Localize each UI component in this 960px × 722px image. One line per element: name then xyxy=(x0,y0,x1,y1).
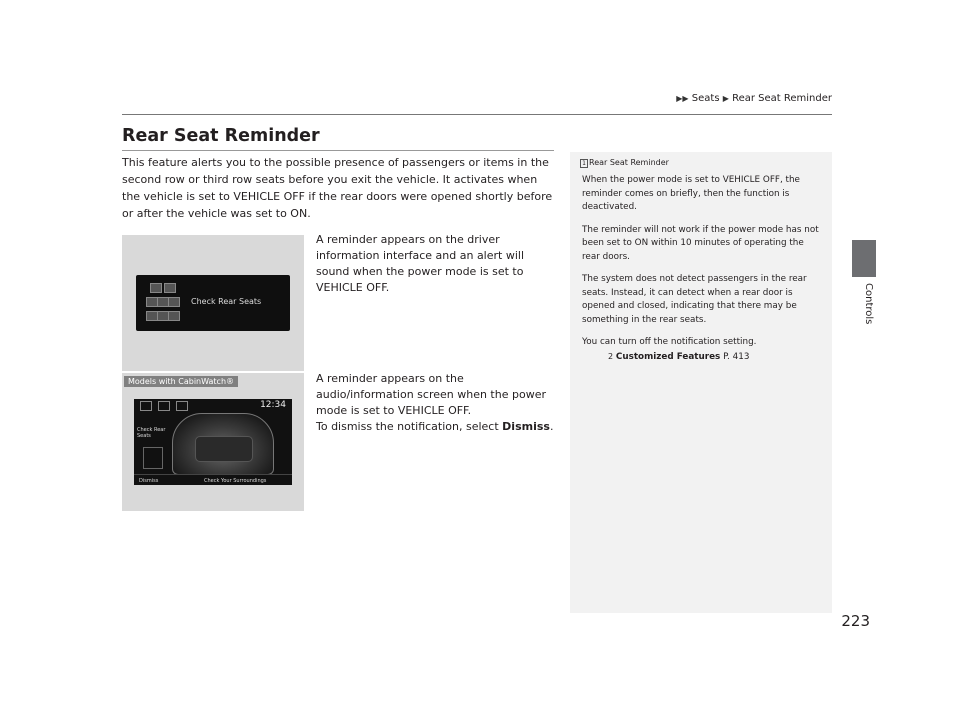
cabin-camera-view xyxy=(172,413,274,475)
notes-heading xyxy=(580,158,822,168)
figure2-caption-prefix: To dismiss the notification, select xyxy=(316,420,503,433)
model-badge: Models with CabinWatch® xyxy=(124,376,238,387)
cross-reference-link[interactable] xyxy=(608,350,822,365)
title-divider xyxy=(122,150,554,151)
screen-status-bar xyxy=(134,399,292,413)
figure2-caption-suffix: . xyxy=(549,420,554,433)
surroundings-message: Check Your Surroundings xyxy=(204,478,267,484)
navigation-icon xyxy=(158,401,170,411)
chapter-label: Controls xyxy=(863,283,874,325)
seat-diagram-icon xyxy=(144,281,178,327)
note-paragraph: When the power mode is set to VEHICLE OFF, the reminder comes on briefly, then the function is deactivated. xyxy=(582,175,800,212)
notes-panel xyxy=(570,152,832,613)
breadcrumb-page: Rear Seat Reminder xyxy=(732,93,832,104)
phone-icon xyxy=(140,401,152,411)
note-paragraph: The system does not detect passengers in the rear seats. Instead, it can detect when a rear door is opened and closed, indicating that there may be something in the rear seats. xyxy=(582,274,807,325)
driver-info-screen xyxy=(136,275,290,331)
screen-clock: 12:34 xyxy=(260,400,286,410)
cross-reference-title[interactable]: Customized Features xyxy=(615,351,721,362)
note-marker-icon: 1 xyxy=(580,159,588,168)
notes-heading-text: Rear Seat Reminder xyxy=(589,158,669,167)
chapter-tab xyxy=(852,240,876,277)
figure2-caption-bold: Dismiss xyxy=(502,420,550,433)
audio-screen-figure xyxy=(122,373,304,511)
audio-icon xyxy=(176,401,188,411)
breadcrumb xyxy=(488,93,832,104)
cross-reference-page[interactable]: P. 413 xyxy=(723,351,750,362)
note-paragraph: The reminder will not work if the power mode has not been set to ON within 10 minutes of operating the rear doors. xyxy=(582,224,819,262)
double-arrow-icon: ▶▶ xyxy=(676,94,689,103)
screen-message: Check Rear Seats xyxy=(191,297,262,306)
arrow-icon: ▶ xyxy=(722,94,729,103)
screen-bottom-bar xyxy=(134,474,292,485)
figure2-caption xyxy=(316,371,556,435)
breadcrumb-section[interactable]: Seats xyxy=(691,93,720,104)
intro-paragraph: This feature alerts you to the possible presence of passengers or items in the second row or third row seats before you exit the vehicle. It activates when the vehicle is set to VEHICLE OFF if the rear doors were opened shortly before or after the vehicle was set to ON. xyxy=(122,156,553,220)
figure1-caption: A reminder appears on the driver information interface and an alert will sound when the power mode is set to VEHICLE OFF. xyxy=(316,233,525,294)
figure2-caption-text: A reminder appears on the audio/information screen when the power mode is set to VEHICLE OFF. xyxy=(316,372,546,417)
header-divider xyxy=(122,114,832,115)
audio-screen xyxy=(134,399,292,485)
seat-diagram-icon xyxy=(143,447,163,469)
page-title: Rear Seat Reminder xyxy=(122,126,320,146)
rear-seat-image xyxy=(195,436,253,462)
page-number: 223 xyxy=(841,612,870,630)
screen-message: Check Rear Seats xyxy=(137,427,166,439)
dismiss-button[interactable]: Dismiss xyxy=(139,478,159,484)
cross-reference-icon: 2 xyxy=(608,351,614,361)
note-paragraph: You can turn off the notification setting. xyxy=(582,337,757,347)
driver-info-figure xyxy=(122,235,304,371)
